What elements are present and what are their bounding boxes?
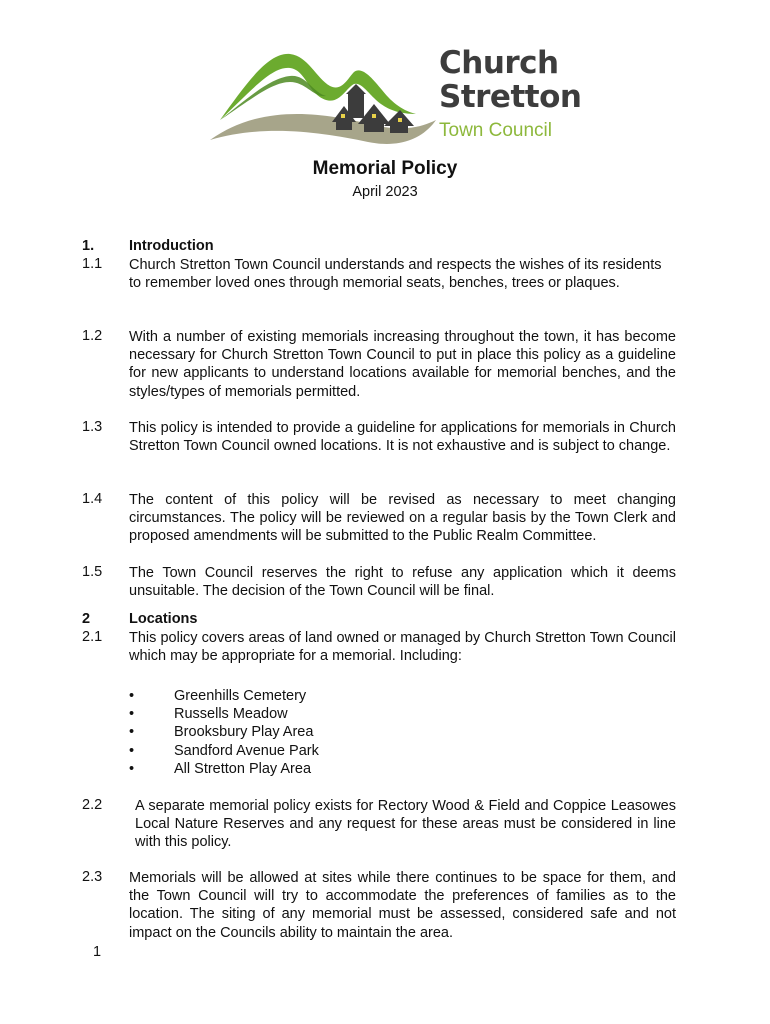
section-number-1: 1. bbox=[82, 238, 95, 254]
section-heading-locations: Locations bbox=[129, 611, 198, 627]
location-name: All Stretton Play Area bbox=[174, 760, 312, 777]
bullet-icon: • bbox=[129, 706, 135, 723]
location-name: Sandford Avenue Park bbox=[174, 742, 319, 759]
section-number-2: 2 bbox=[82, 611, 91, 627]
section-heading-introduction: Introduction bbox=[129, 238, 214, 254]
para-number-1-4: 1.4 bbox=[82, 491, 103, 507]
para-1-2: With a number of existing memorials increasing throughout the town, it has become necessary for Church Stretton Town Council to put in place this policy as a guideline for new applicants to understand locations available for memorial benches, and the styles/types of memorials permitted. bbox=[129, 329, 676, 400]
logo-line-stretton: Stretton bbox=[439, 79, 582, 115]
para-number-2-1: 2.1 bbox=[82, 629, 103, 645]
locations-list bbox=[129, 687, 319, 778]
document-date: April 2023 bbox=[352, 184, 418, 200]
location-name: Brooksbury Play Area bbox=[174, 724, 314, 741]
list-item bbox=[129, 742, 319, 760]
para-number-2-2: 2.2 bbox=[82, 797, 103, 813]
document-title: Memorial Policy bbox=[312, 158, 458, 179]
para-2-1: This policy covers areas of land owned or managed by Church Stretton Town Council which may be appropriate for a memorial. Including: bbox=[129, 630, 676, 665]
bullet-icon: • bbox=[129, 688, 135, 704]
para-number-1-5: 1.5 bbox=[82, 564, 103, 580]
para-2-2: A separate memorial policy exists for Rectory Wood & Field and Coppice Leasowes Local Nature Reserves and any request for these areas must be considered in line with this policy. bbox=[135, 798, 676, 851]
list-item bbox=[129, 723, 319, 741]
para-1-3: This policy is intended to provide a guideline for applications for memorials in Church Stretton Town Council owned locations. It is not exhaustive and is subject to change. bbox=[129, 420, 676, 455]
para-number-2-3: 2.3 bbox=[82, 869, 103, 885]
bullet-icon: • bbox=[129, 724, 135, 741]
list-item bbox=[129, 760, 319, 778]
location-name: Russells Meadow bbox=[174, 706, 288, 723]
bullet-icon: • bbox=[129, 742, 135, 759]
para-number-1-1: 1.1 bbox=[82, 256, 103, 272]
hills-and-houses-emblem bbox=[208, 44, 438, 156]
location-name: Greenhills Cemetery bbox=[174, 688, 307, 704]
page-number: 1 bbox=[93, 944, 102, 960]
para-1-1: Church Stretton Town Council understands and respects the wishes of its residents to remember loved ones through memorial seats, benches, trees or plaques. bbox=[129, 257, 662, 292]
list-item bbox=[129, 687, 319, 705]
para-1-5: The Town Council reserves the right to refuse any application which it deems unsuitable. The decision of the Town Council will be final. bbox=[129, 565, 676, 600]
list-item bbox=[129, 705, 319, 723]
logo-line-church: Church bbox=[439, 45, 559, 81]
logo-wordmark bbox=[439, 45, 582, 141]
para-1-4: The content of this policy will be revised as necessary to meet changing circumstances. The policy will be reviewed on a regular basis by the Town Clerk and proposed amendments will be submitted to the Public Realm Committee. bbox=[129, 492, 676, 545]
para-2-3: Memorials will be allowed at sites while there continues to be space for them, and the Town Council will try to accommodate the preferences of families as to the location. The siting of any memorial must be assessed, considered safe and not impact on the Councils ability to maintain the area. bbox=[129, 870, 676, 941]
bullet-icon: • bbox=[129, 760, 135, 777]
town-council-logo bbox=[208, 44, 582, 156]
para-number-1-3: 1.3 bbox=[82, 419, 103, 435]
para-number-1-2: 1.2 bbox=[82, 328, 103, 344]
logo-line-town-council: Town Council bbox=[439, 120, 552, 141]
